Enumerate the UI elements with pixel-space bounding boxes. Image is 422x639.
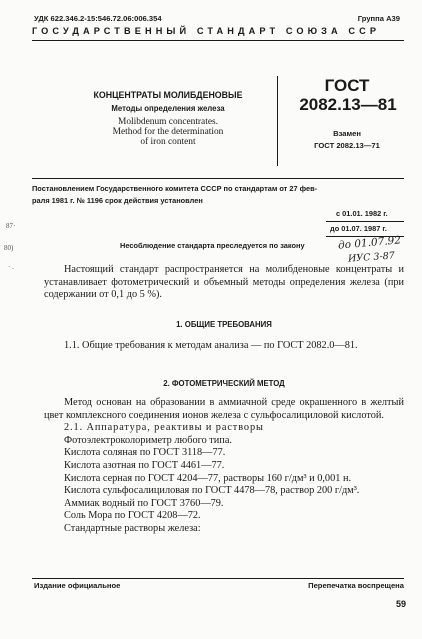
section-2-body xyxy=(44,397,404,536)
replaces-value: ГОСТ 2082.13—71 xyxy=(314,141,380,150)
reagent-item: Стандартные растворы железа: xyxy=(64,522,201,534)
legal-warning: Несоблюдение стандарта преследуется по закону xyxy=(120,241,305,250)
section-1-heading: 1. ОБЩИЕ ТРЕБОВАНИЯ xyxy=(176,320,272,329)
reagent-item: Соль Мора по ГОСТ 4208—72. xyxy=(64,510,201,522)
group-code: Группа А39 xyxy=(357,14,400,23)
page-number: 59 xyxy=(395,599,406,609)
margin-mark-3: · . xyxy=(8,263,14,271)
effective-to-date: до 01.07. 1987 г. xyxy=(330,224,387,233)
reagent-item: Фотоэлектроколориметр любого типа. xyxy=(64,434,232,446)
reagent-item: Аммиак водный по ГОСТ 3760—79. xyxy=(64,497,224,509)
decree-line-1: Постановлением Государственного комитета СССР по стандартам от 27 фев- xyxy=(32,184,318,193)
footer-reprint-prohibited: Перепечатка воспрещена xyxy=(308,581,404,590)
gost-number: 2082.13—81 xyxy=(299,95,397,114)
reagent-sulfuric-acid: Кислота серная по ГОСТ 4204—77, растворы 160 г/дм³ и 0,001 н. xyxy=(64,472,352,484)
intro-text: Настоящий стандарт распространяется на молибденовые концентраты и устанавливает фотометрический и объемный методы определения железа (при содержании от 0,1 до 5 %). xyxy=(44,264,404,301)
header-rule xyxy=(32,40,404,41)
margin-mark-1: 87· xyxy=(6,222,16,230)
title-divider xyxy=(277,76,278,166)
effective-from-date: с 01.01. 1982 г. xyxy=(336,209,388,218)
replaces-label: Взамен xyxy=(333,129,361,138)
document-title: КОНЦЕНТРАТЫ МОЛИБДЕНОВЫЕ xyxy=(93,90,243,100)
footer-official-edition: Издание официальное xyxy=(34,581,121,590)
title-english-3: of iron content xyxy=(140,137,196,147)
udk-code: УДК 622.346.2-15:546.72.06:006.354 xyxy=(34,14,162,23)
title-english-2: Method for the determination xyxy=(112,127,224,137)
section-1-body xyxy=(44,340,404,353)
reagent-item: Кислота соляная по ГОСТ 3118—77. xyxy=(64,447,226,459)
title-english-1: Molibdenum concentrates. xyxy=(118,117,218,127)
method-principle: Метод основан на образовании в аммиачной среде окрашенного в желтый цвет комплексного соединения ионов железа с сульфосалициловой кислотой. xyxy=(44,397,404,421)
handwritten-note-2: ИУС 3-87 xyxy=(347,250,396,265)
gost-label: ГОСТ xyxy=(324,76,370,95)
footer-rule xyxy=(32,578,404,579)
reagent-item: Кислота азотная по ГОСТ 4461—77. xyxy=(64,459,225,471)
decree-line-2: раля 1981 г. № 1196 срок действия установлен xyxy=(32,196,203,205)
intro-paragraph xyxy=(44,264,404,302)
document-subtitle: Методы определения железа xyxy=(111,104,225,113)
reagent-sulfosalicylic-acid: Кислота сульфосалициловая по ГОСТ 4478—78, раствор 200 г/дм³. xyxy=(64,485,360,497)
state-standard-banner: ГОСУДАРСТВЕННЫЙ СТАНДАРТ СОЮЗА ССР xyxy=(32,26,381,36)
margin-mark-2: 80) xyxy=(4,244,14,252)
handwritten-note-1: до 01.07.92 xyxy=(337,234,402,252)
from-date-underline xyxy=(326,221,404,222)
apparatus-heading: 2.1. Аппаратура, реактивы и растворы xyxy=(64,422,264,434)
title-rule xyxy=(32,178,404,179)
section-1-text: 1.1. Общие требования к методам анализа — по ГОСТ 2082.0—81. xyxy=(64,340,358,351)
section-2-heading: 2. ФОТОМЕТРИЧЕСКИЙ МЕТОД xyxy=(163,379,285,388)
